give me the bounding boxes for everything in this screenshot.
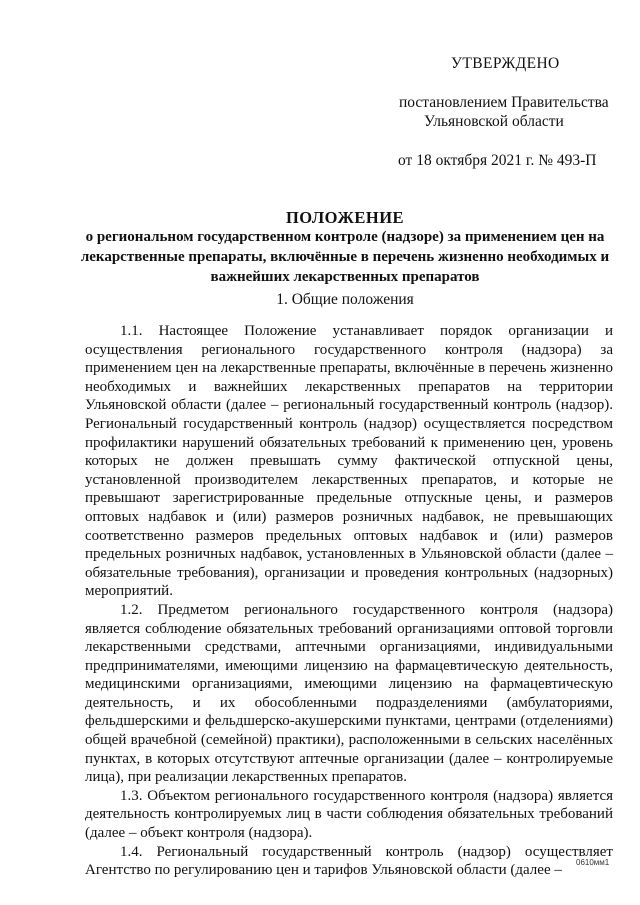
approval-heading: УТВЕРЖДЕНО (451, 55, 560, 72)
paragraph-1-2: 1.2. Предметом регионального государственного контроля (надзора) является соблюдение обязательных требований организациями оптовой торговли лекарственными средствами, аптечными организациями, индивидуальными предпринимателями, имеющими лицензию на фармацевтическую деятельность, медицинскими организациями, имеющими лицензию на фармацевтическую деятельность, и их обособленными подразделениями (амбулаториями, фельдшерскими и фельдшерско-акушерскими пунктами, центрами (отделениями) общей врачебной (семейной) практики), расположенными в сельских населённых пунктах, в которых отсутствуют аптечные организации (далее – контролируемые лица), при реализации лекарственных препаратов. (85, 601, 613, 786)
section-heading: 1. Общие положения (276, 291, 414, 308)
document-title: ПОЛОЖЕНИЕ (285, 208, 405, 227)
paragraph-1-3: 1.3. Объектом регионального государственного контроля (надзора) является деятельность контролируемых лиц в части соблюдения обязательных требований (далее – объект контроля (надзора). (85, 787, 613, 842)
approval-line-date: от 18 октября 2021 г. № 493-П (398, 152, 597, 169)
document-title-block (80, 208, 610, 287)
approval-line-region: Ульяновской области (424, 113, 564, 130)
footer-code: 0610мм1 (576, 858, 610, 867)
document-subtitle: о региональном государственном контроле (надзоре) за применением цен на лекарственные препараты, включённые в перечень жизненно необходимых и важнейших лекарственных препаратов (80, 229, 610, 285)
paragraph-1-1: 1.1. Настоящее Положение устанавливает порядок организации и осуществления регионального государственного контроля (надзора) за применением цен на лекарственные препараты, включённые в перечень жизненно необходимых и важнейших лекарственных препаратов на территории Ульяновской области (далее – региональный государственный контроль (надзор). Региональный государственный контроль (надзор) осуществляется посредством профилактики нарушений обязательных требований к применению цен, уровень которых не должен превышать сумму фактической отпускной цены, установленной производителем лекарственных препаратов, и которые не превышают зарегистрированные предельные отпускные цены, и размеров оптовых надбавок и (или) размеров розничных надбавок, не превышающих соответственно размеров предельных оптовых надбавок и (или) размеров предельных розничных надбавок, установленных в Ульяновской области (далее – обязательные требования), организации и проведения контрольных (надзорных) мероприятий. (85, 323, 613, 600)
document-body (85, 322, 613, 880)
paragraph-1-4: 1.4. Региональный государственный контроль (надзор) осуществляет Агентство по регулированию цен и тарифов Ульяновской области (далее – (85, 843, 613, 879)
approval-line-decree: постановлением Правительства (399, 94, 609, 111)
